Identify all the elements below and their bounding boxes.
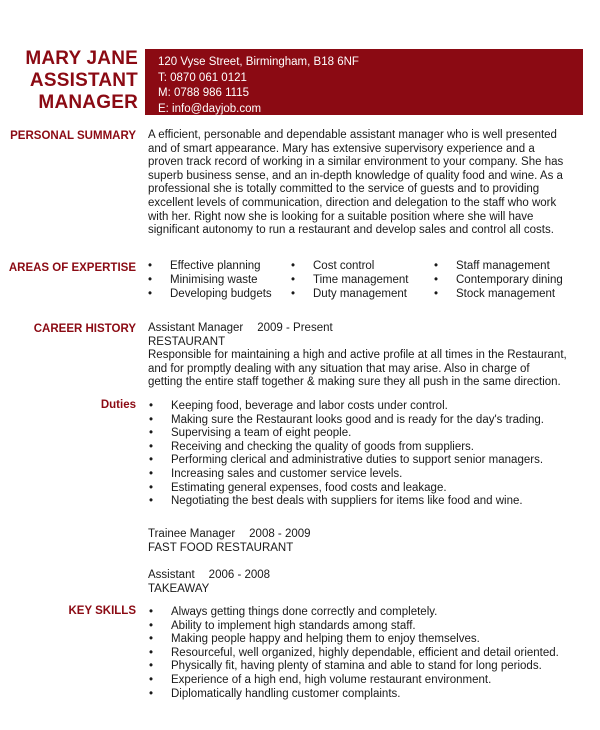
job-2-years: 2008 - 2009 [249, 528, 311, 540]
skills-list [148, 606, 573, 701]
job-2-heading [148, 528, 573, 542]
duties-list-wrap [148, 400, 573, 509]
skill-item: • Making people happy and helping them to enjoy themselves. [148, 633, 573, 647]
contact-address: 120 Vyse Street, Birmingham, B18 6NF [158, 56, 359, 68]
expertise-column [434, 259, 577, 301]
expertise-label: AREAS OF EXPERTISE [8, 262, 136, 274]
job-1 [148, 322, 573, 390]
expertise-item: • Duty management [291, 287, 434, 301]
job-3 [148, 569, 573, 596]
job-2-title: Trainee Manager [148, 528, 236, 540]
contact-phone: T: 0870 061 0121 [158, 71, 247, 84]
job-2-company: FAST FOOD RESTAURANT [148, 541, 294, 554]
expertise-item: • Staff management [434, 259, 577, 273]
summary-line: excellent levels of communication, direction and delegation to the staff who work [148, 196, 557, 209]
expertise-item: • Cost control [291, 259, 434, 273]
name-line-3: MANAGER [38, 92, 138, 113]
skill-item: • Experience of a high end, high volume restaurant environment. [148, 674, 573, 688]
contact-mobile: M: 0788 986 1115 [158, 87, 250, 99]
career-label: CAREER HISTORY [33, 323, 136, 335]
name-line-1: MARY JANE [25, 48, 138, 69]
job-1-company: RESTAURANT [148, 335, 226, 348]
name-line-2: ASSISTANT [29, 70, 138, 91]
expertise-item: • Time management [291, 273, 434, 287]
expertise-item: • Effective planning [148, 259, 291, 273]
summary-line: A efficient, personable and dependable assistant manager who is well presented [148, 129, 557, 141]
skill-item: • Diplomatically handling customer complaints. [148, 688, 573, 702]
job-1-desc-line: Responsible for maintaining a high and active profile at all times in the Restaurant, [148, 349, 567, 362]
candidate-name [14, 48, 138, 114]
duty-item: • Increasing sales and customer service levels. [148, 468, 573, 482]
expertise-column [148, 259, 291, 301]
job-2 [148, 528, 573, 555]
job-1-title: Assistant Manager [148, 322, 244, 334]
expertise-grid [148, 259, 578, 301]
job-3-heading [148, 569, 573, 583]
duty-item: • Estimating general expenses, food costs and leakage. [148, 482, 573, 496]
skill-item: • Ability to implement high standards among staff. [148, 620, 573, 634]
summary-text [148, 129, 573, 238]
skill-item: • Resourceful, well organized, highly dependable, efficient and detail oriented. [148, 647, 573, 661]
duty-item: • Receiving and checking the quality of goods from suppliers. [148, 441, 573, 455]
summary-line: professional she is totally committed to the service of guests and to providing [148, 183, 540, 196]
duty-item: • Performing clerical and administrative duties to support senior managers. [148, 454, 573, 468]
summary-line: superb business sense, and an in-depth knowledge of quality food and wine. As a [148, 169, 563, 182]
skills-list-wrap [148, 606, 573, 701]
expertise-column [291, 259, 434, 301]
expertise-item: • Contemporary dining [434, 273, 577, 287]
job-1-years: 2009 - Present [257, 322, 333, 334]
duty-item: • Supervising a team of eight people. [148, 427, 573, 441]
job-1-desc-line: and for promptly dealing with any situation that may arise. Also in charge of [148, 362, 530, 375]
job-3-years: 2006 - 2008 [208, 569, 271, 581]
skill-item: • Always getting things done correctly and completely. [148, 606, 573, 620]
summary-line: proven track record of working in a similar environment to your company. She has [148, 156, 564, 169]
summary-line: and of smart appearance. Mary has extensive supervisory experience and a [148, 142, 535, 155]
expertise-item: • Minimising waste [148, 273, 291, 287]
skills-label: KEY SKILLS [68, 605, 136, 617]
duties-label: Duties [100, 399, 136, 411]
job-3-title: Assistant [148, 569, 195, 581]
duties-list [148, 400, 573, 509]
expertise-item: • Developing budgets [148, 287, 291, 301]
summary-line: with her. Right now she is looking for a suitable position where she will have [148, 210, 534, 223]
duty-item: • Keeping food, beverage and labor costs under control. [148, 400, 573, 414]
duty-item: • Negotiating the best deals with suppliers for items like food and wine. [148, 495, 573, 509]
job-3-company: TAKEAWAY [148, 582, 210, 595]
summary-label: PERSONAL SUMMARY [10, 130, 136, 142]
expertise-item: • Stock management [434, 287, 577, 301]
contact-band [145, 49, 583, 115]
duty-item: • Making sure the Restaurant looks good and is ready for the day's trading. [148, 414, 573, 428]
job-1-heading [148, 322, 573, 336]
contact-email[interactable]: E: info@dayjob.com [158, 102, 262, 115]
skill-item: • Physically fit, having plenty of stamina and able to stand for long periods. [148, 660, 573, 674]
job-1-desc-line: getting the entire staff together & making sure they all push in the same direction. [148, 376, 561, 389]
summary-line: significant autonomy to run a restaurant and develop sales and control all costs. [148, 224, 554, 237]
